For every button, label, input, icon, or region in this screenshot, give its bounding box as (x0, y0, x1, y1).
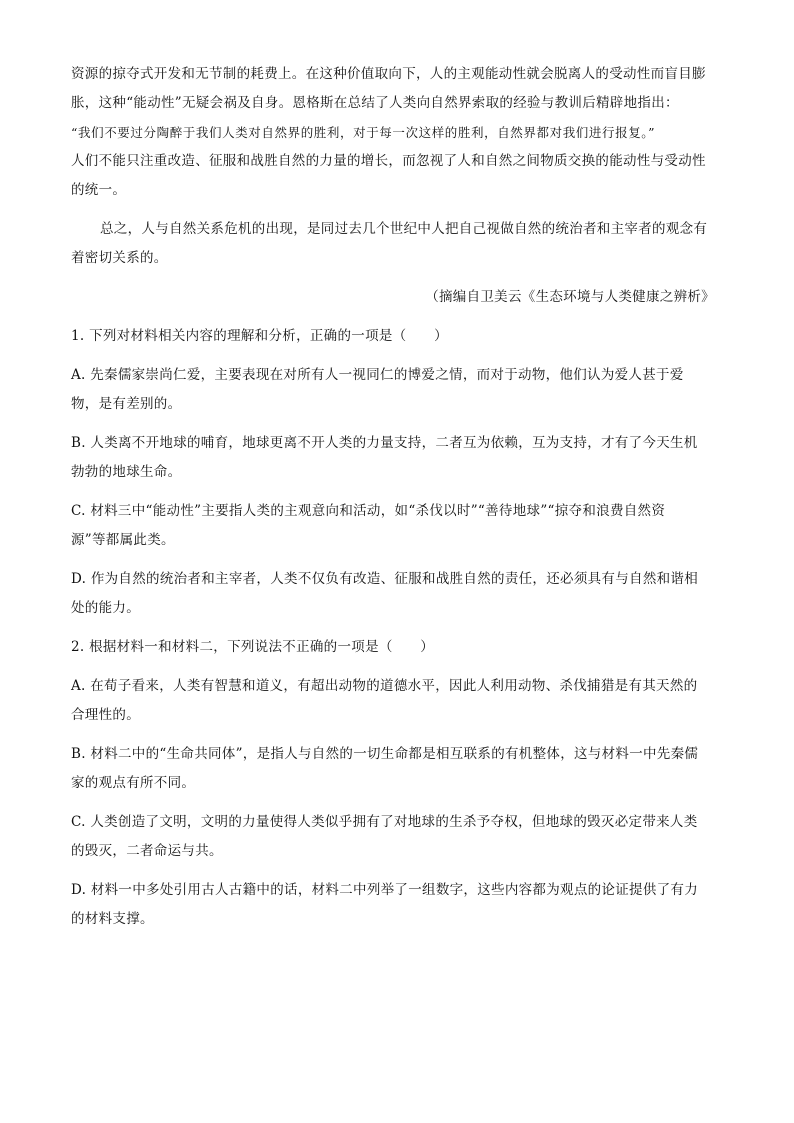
option-line: A. 先秦儒家崇尚仁爱，主要表现在对所有人一视同仁的博爱之情，而对于动物，他们认为爱人甚于爱 (71, 367, 684, 383)
passage-line: 着密切关系的。 (71, 250, 168, 266)
question-1-option-b (71, 429, 721, 487)
option-line: D. 作为自然的统治者和主宰者，人类不仅负有改造、征服和战胜自然的责任，还必须具有与自然和谐相 (71, 571, 699, 587)
question-1-option-c (71, 497, 721, 555)
option-line: 源”等都属此类。 (71, 532, 175, 548)
question-2-option-b (71, 740, 721, 798)
document-page (71, 60, 721, 944)
passage-line: 资源的掠夺式开发和无节制的耗费上。在这种价值取向下，人的主观能动性就会脱离人的受动性而盲目膨 (71, 66, 706, 82)
question-2-option-a (71, 672, 721, 730)
option-line: A. 在荀子看来，人类有智慧和道义，有超出动物的道德水平，因此人利用动物、杀伐捕猎是有其天然的 (71, 678, 698, 694)
question-1-stem (71, 322, 721, 351)
question-2-option-d (71, 876, 721, 934)
question-text: 2. 根据材料一和材料二，下列说法不正确的一项是（ ） (71, 639, 435, 655)
option-line: 物，是有差别的。 (71, 396, 182, 412)
question-2-stem (71, 633, 721, 662)
question-1-option-a (71, 361, 721, 419)
question-text: 1. 下列对材料相关内容的理解和分析，正确的一项是（ ） (71, 328, 448, 344)
option-line: C. 材料三中“能动性”主要指人类的主观意向和活动，如“杀伐以时”“善待地球”“掠夺和浪费自然资 (71, 503, 666, 519)
option-line: C. 人类创造了文明，文明的力量使得人类似乎拥有了对地球的生杀予夺权，但地球的毁灭必定带来人类 (71, 814, 698, 830)
option-line: 合理性的。 (71, 707, 140, 723)
engels-quote: “我们不要过分陶醉于我们人类对自然界的胜利，对于每一次这样的胜利，自然界都对我们进行报复。” (71, 125, 656, 140)
option-line: 家的观点有所不同。 (71, 775, 196, 791)
passage-line: 的统一。 (71, 182, 127, 198)
option-line: B. 人类离不开地球的哺育，地球更离不开人类的力量支持，二者互为依赖，互为支持，才有了今天生机 (71, 435, 698, 451)
option-line: 的毁灭，二者命运与共。 (71, 843, 223, 859)
option-line: 的材料支撑。 (71, 911, 154, 927)
option-line: 勃勃的地球生命。 (71, 464, 182, 480)
question-1-option-d (71, 565, 721, 623)
passage-line: 人们不能只注重改造、征服和战胜自然的力量的增长，而忽视了人和自然之间物质交换的能动性与受动性 (71, 153, 706, 169)
option-line: 处的能力。 (71, 600, 140, 616)
passage-paragraph-2 (71, 215, 721, 273)
passage-line: 胀，这种“能动性”无疑会祸及自身。恩格斯在总结了人类向自然界索取的经验与教训后精辟地指出： (71, 95, 679, 111)
option-line: D. 材料一中多处引用古人古籍中的话，材料二中列举了一组数字，这些内容都为观点的论证提供了有力 (71, 882, 699, 898)
passage-line: 总之，人与自然关系危机的出现，是同过去几个世纪中人把自己视做自然的统治者和主宰者的观念有 (100, 221, 708, 237)
passage-source (71, 283, 721, 312)
question-2-option-c (71, 808, 721, 866)
source-citation: （摘编自卫美云《生态环境与人类健康之辨析》 (425, 289, 715, 305)
option-line: B. 材料二中的“生命共同体”，是指人与自然的一切生命都是相互联系的有机整体，这与材料一中先秦儒 (71, 746, 699, 762)
passage-paragraph-1 (71, 60, 721, 205)
